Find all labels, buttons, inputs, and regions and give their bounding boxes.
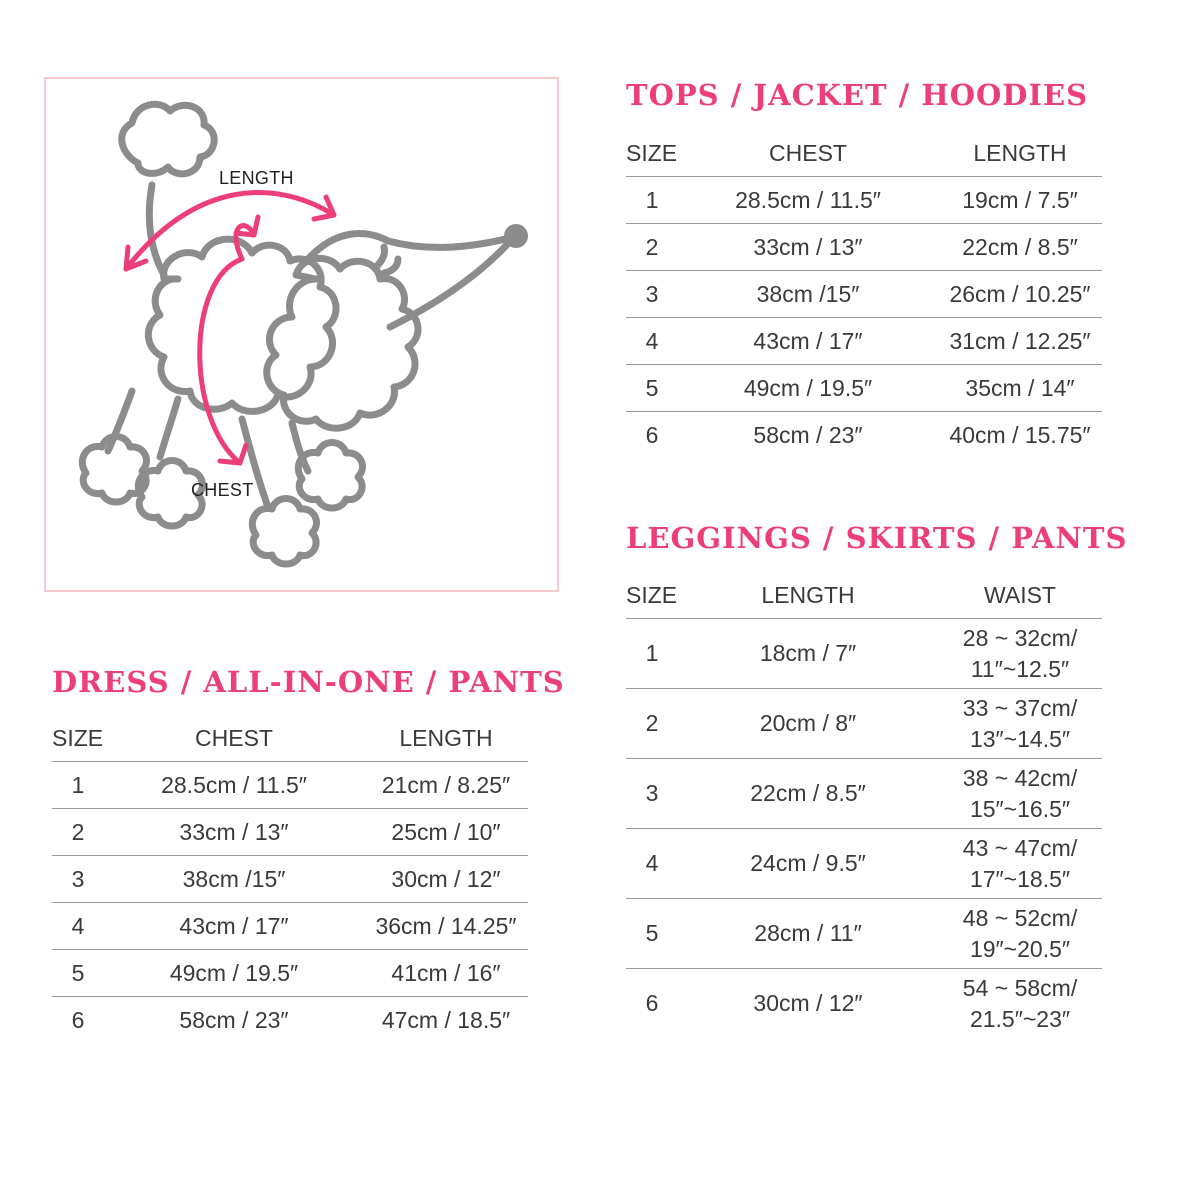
measure-cell: 41cm / 16″ [364, 950, 528, 997]
table-header-row [626, 130, 1102, 177]
column-header-length: LENGTH [938, 130, 1102, 177]
measure-cell: 22cm / 8.5″ [938, 224, 1102, 271]
size-cell: 2 [52, 809, 104, 856]
measure-cell: 31cm / 12.25″ [938, 318, 1102, 365]
table-row [626, 829, 1102, 899]
waist-inch-text: 21.5″~23″ [969, 1005, 1071, 1032]
size-cell: 5 [626, 365, 678, 412]
size-cell: 1 [645, 640, 659, 666]
measure-cell: 43cm / 17″ [678, 318, 938, 365]
measure-cell: 22cm / 8.5″ [678, 759, 938, 829]
column-header-size: SIZE [626, 130, 678, 177]
measure-cell: 33cm / 13″ [678, 224, 938, 271]
measure-cell: 58cm / 23″ [678, 412, 938, 459]
column-header-chest: CHEST [678, 130, 938, 177]
size-cell: 2 [626, 224, 678, 271]
size-cell: 5 [626, 899, 678, 969]
size-cell: 2 [626, 689, 678, 759]
dress-size-table [52, 715, 528, 1043]
tops-size-table [626, 130, 1102, 458]
table-row [52, 997, 528, 1044]
waist-inch-text: 13″~14.5″ [969, 725, 1071, 752]
measure-cell [938, 829, 1102, 899]
measure-cell: 30cm / 12″ [678, 969, 938, 1039]
size-cell: 4 [626, 318, 678, 365]
measure-cell: 58cm / 23″ [104, 997, 364, 1044]
size-cell: 4 [52, 903, 104, 950]
waist-cm-text: 43 ~ 47cm/ [962, 834, 1078, 861]
waist-inch-text: 15″~16.5″ [969, 795, 1071, 822]
size-cell: 3 [626, 759, 678, 829]
leggings-size-table [626, 572, 1102, 1038]
table-row [626, 619, 1102, 689]
table-row [626, 271, 1102, 318]
table-row [626, 689, 1102, 759]
table-row [626, 224, 1102, 271]
size-cell: 6 [52, 997, 104, 1044]
column-header-chest: CHEST [104, 715, 364, 762]
column-header-length: LENGTH [364, 715, 528, 762]
measure-cell: 28.5cm / 11.5″ [735, 186, 881, 213]
measure-cell: 28cm / 11″ [678, 899, 938, 969]
table-row [52, 856, 528, 903]
waist-inch-text: 19″~20.5″ [969, 935, 1071, 962]
table-row [626, 759, 1102, 829]
measure-cell: 49cm / 19.5″ [104, 950, 364, 997]
table-row [52, 762, 528, 809]
measure-cell [938, 619, 1102, 689]
table-row [626, 412, 1102, 459]
measure-cell: 43cm / 17″ [104, 903, 364, 950]
column-header-size: SIZE [52, 715, 104, 762]
waist-inch-text: 17″~18.5″ [969, 865, 1071, 892]
table-row [626, 365, 1102, 412]
size-cell: 5 [52, 950, 104, 997]
measure-cell: 21cm / 8.25″ [381, 771, 511, 798]
table-header-row [626, 572, 1102, 619]
measure-cell: 19cm / 7.5″ [962, 186, 1078, 213]
measure-cell [938, 689, 1102, 759]
size-cell: 6 [626, 412, 678, 459]
measure-cell: 33cm / 13″ [104, 809, 364, 856]
table-row [52, 809, 528, 856]
waist-inch-text: 11″~12.5″ [970, 655, 1070, 682]
measure-cell [938, 899, 1102, 969]
measure-cell: 28.5cm / 11.5″ [161, 771, 307, 798]
waist-cm-text: 38 ~ 42cm/ [962, 764, 1078, 791]
table-row [52, 950, 528, 997]
size-cell: 4 [626, 829, 678, 899]
size-cell: 3 [626, 271, 678, 318]
poodle-measurement-diagram-icon [46, 79, 557, 590]
size-cell: 6 [626, 969, 678, 1039]
measure-cell: 35cm / 14″ [938, 365, 1102, 412]
measure-cell: 30cm / 12″ [364, 856, 528, 903]
measure-cell [938, 969, 1102, 1039]
measure-cell: 20cm / 8″ [678, 689, 938, 759]
measure-cell: 40cm / 15.75″ [938, 412, 1102, 459]
measure-cell: 25cm / 10″ [364, 809, 528, 856]
size-cell: 3 [52, 856, 104, 903]
length-measure-label: LENGTH [219, 168, 294, 188]
measure-cell: 49cm / 19.5″ [678, 365, 938, 412]
column-header-size: SIZE [626, 572, 678, 619]
measure-cell: 24cm / 9.5″ [678, 829, 938, 899]
column-header-waist: WAIST [938, 572, 1102, 619]
table-row [626, 969, 1102, 1039]
waist-cm-text: 48 ~ 52cm/ [962, 904, 1078, 931]
waist-cm-text: 28 ~ 32cm/ [962, 624, 1078, 651]
size-cell: 1 [71, 771, 85, 798]
measure-cell: 38cm /15″ [678, 271, 938, 318]
measure-cell: 26cm / 10.25″ [938, 271, 1102, 318]
tops-section-title: TOPS / JACKET / HOODIES [626, 78, 1089, 112]
measure-cell: 18cm / 7″ [759, 640, 857, 666]
leggings-section-title: LEGGINGS / SKIRTS / PANTS [626, 521, 1128, 555]
size-cell: 1 [645, 186, 659, 213]
table-row [52, 903, 528, 950]
measure-cell: 38cm /15″ [104, 856, 364, 903]
measure-cell [938, 759, 1102, 829]
table-row [626, 899, 1102, 969]
table-row [626, 318, 1102, 365]
dress-section-title: DRESS / ALL-IN-ONE / PANTS [52, 665, 565, 699]
measure-cell: 47cm / 18.5″ [364, 997, 528, 1044]
measure-cell: 36cm / 14.25″ [364, 903, 528, 950]
waist-cm-text: 33 ~ 37cm/ [962, 694, 1078, 721]
poodle-illustration-panel [44, 77, 559, 592]
chest-measure-label: CHEST [191, 480, 254, 500]
waist-cm-text: 54 ~ 58cm/ [962, 974, 1078, 1001]
table-header-row [52, 715, 528, 762]
column-header-length: LENGTH [678, 572, 938, 619]
table-row [626, 177, 1102, 224]
